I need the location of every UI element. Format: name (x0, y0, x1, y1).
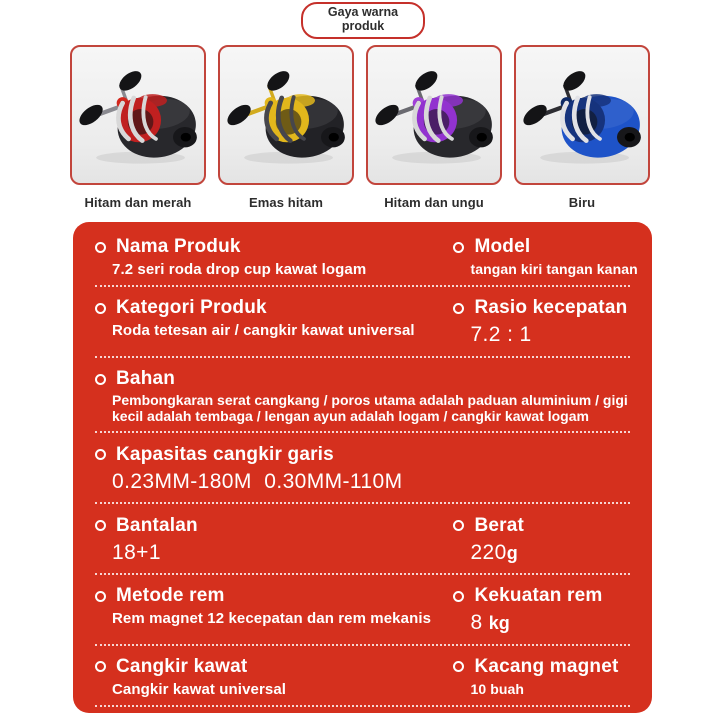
spec-row (95, 579, 630, 645)
spec-row (95, 230, 638, 287)
spec-title: Metode rem (116, 585, 225, 607)
bullet-ring-icon (453, 303, 464, 314)
spec-value: tangan kiri tangan kanan (470, 261, 638, 277)
baitcasting-reel-illustration (518, 53, 646, 177)
spec-row (95, 291, 630, 357)
bullet-ring-icon (453, 661, 464, 672)
spec-value: Pembongkaran serat cangkang / poros utama adalah paduan aluminium / gigi kecil adalah tembaga / lengan ayun adalah logam / cangkir kawat logam (112, 392, 632, 424)
spec-cell (453, 585, 630, 636)
badge-line2: produk (341, 18, 385, 33)
spec-value: 220g (470, 540, 518, 564)
bullet-ring-icon (453, 242, 464, 253)
bullet-ring-icon (95, 449, 106, 460)
spec-title: Rasio kecepatan (474, 297, 628, 319)
spec-value: 7.2 seri roda drop cup kawat logam (112, 261, 367, 278)
spec-value: 8 kg (470, 611, 510, 635)
bullet-ring-icon (95, 242, 106, 253)
bullet-ring-icon (95, 303, 106, 314)
spec-value: 7.2 : 1 (470, 323, 532, 347)
spec-cell (95, 368, 630, 424)
spec-cell (95, 585, 453, 636)
spec-title: Nama Produk (116, 236, 241, 257)
product-variant (70, 45, 206, 210)
badge-line1: Gaya warna (327, 5, 399, 19)
product-variant (218, 45, 354, 210)
spec-cell (95, 297, 453, 348)
spec-value: 10 buah (470, 680, 525, 697)
variant-label: Hitam dan merah (84, 195, 192, 210)
spec-cell (95, 515, 453, 566)
spec-value-unit: g (506, 542, 518, 563)
bullet-ring-icon (95, 374, 106, 385)
bullet-ring-icon (453, 520, 464, 531)
spec-value-unit: kg (488, 613, 510, 634)
variant-label: Biru (568, 195, 596, 210)
reel-photo (70, 45, 206, 185)
spec-cell (95, 656, 453, 698)
spec-value: 0.23MM-180M 0.30MM-110M (112, 469, 403, 493)
spec-value: Rem magnet 12 kecepatan dan rem mekanis (112, 610, 432, 628)
baitcasting-reel-illustration (74, 53, 202, 177)
color-style-badge (301, 2, 425, 39)
spec-cell (453, 515, 630, 566)
bullet-ring-icon (95, 591, 106, 602)
spec-cell (453, 297, 630, 348)
reel-photo (218, 45, 354, 185)
spec-title: Bahan (116, 368, 176, 390)
product-variant (366, 45, 502, 210)
bullet-ring-icon (95, 661, 106, 672)
spec-value: Cangkir kawat universal (112, 680, 287, 698)
variant-label: Hitam dan ungu (384, 195, 484, 210)
bullet-ring-icon (95, 520, 106, 531)
spec-row (95, 509, 630, 575)
spec-title: Model (474, 236, 531, 257)
product-variant (514, 45, 650, 210)
spec-title: Kapasitas cangkir garis (116, 443, 334, 465)
spec-title: Kacang magnet (474, 655, 619, 677)
reel-photo (366, 45, 502, 185)
baitcasting-reel-illustration (370, 53, 498, 177)
spec-title: Kategori Produk (116, 297, 267, 319)
spec-value: Roda tetesan air / cangkir kawat universal (112, 322, 415, 340)
baitcasting-reel-illustration (222, 53, 350, 177)
spec-cell (453, 236, 638, 278)
spec-row (95, 362, 630, 433)
bullet-ring-icon (453, 591, 464, 602)
spec-cell (453, 656, 630, 698)
spec-title: Berat (474, 514, 525, 536)
spec-title: Bantalan (116, 514, 198, 536)
spec-row (95, 438, 630, 504)
spec-row (95, 650, 630, 707)
reel-photo (514, 45, 650, 185)
spec-cell (95, 444, 630, 495)
spec-title: Kekuatan rem (474, 585, 603, 607)
spec-cell (95, 236, 453, 278)
spec-title: Cangkir kawat (116, 655, 248, 677)
color-variant-list (70, 45, 650, 210)
spec-panel (73, 222, 652, 713)
spec-value: 18+1 (112, 540, 161, 564)
variant-label: Emas hitam (249, 195, 323, 210)
